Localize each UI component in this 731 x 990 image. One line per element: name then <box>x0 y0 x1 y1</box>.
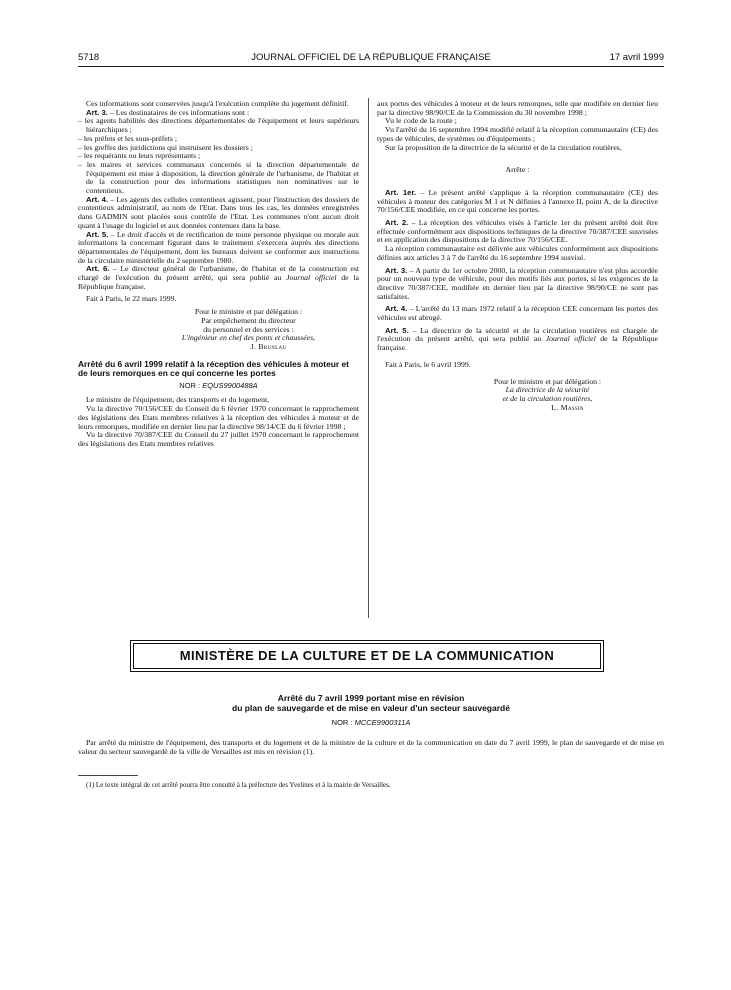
decree-paragraph: Le ministre de l'équipement, des transports et du logement, <box>86 395 270 405</box>
article-5-label: Art. 5. <box>385 325 409 335</box>
signature-block <box>437 378 658 413</box>
article-2-text: – La réception des véhicules visés à l'article 1er du présent arrêté doit être effectuée conformément aux dispositions techniques de la directive 70/387/CEE susvisées et en application des dispositions de la directive 70/156/CEE. <box>377 218 658 245</box>
article-4-label: Art. 4. <box>385 304 408 314</box>
done-at: Fait à Paris, le 22 mars 1999. <box>86 294 177 304</box>
bottom-title-line: Arrêté du 7 avril 1999 portant mise en révision <box>277 693 465 703</box>
article-2 <box>377 219 658 245</box>
article-5 <box>377 327 658 353</box>
article-2-label: Art. 2. <box>385 218 409 228</box>
visa-paragraph: Sur la proposition de la directrice de la sécurité et de la circulation routières, <box>385 142 622 152</box>
article-3-text: – Les destinataires de ces informations sont : <box>107 107 250 117</box>
article-5-text: – La directrice de la sécurité et de la circulation routières est chargée de l'exécution du présent arrêté, qui sera publié au <box>377 325 658 344</box>
bottom-decree-title <box>78 693 664 713</box>
nor-code: EQUS9900488A <box>202 380 258 390</box>
article-6-end: de la République française. <box>78 273 359 291</box>
ministry-title: MINISTÈRE DE LA CULTURE ET DE LA COMMUNICATION <box>179 648 555 663</box>
signature-line: Pour le ministre et par délégation : <box>194 307 303 317</box>
article-3 <box>377 267 658 302</box>
list-item: – les greffes des juridictions qui instruisent les dossiers ; <box>78 142 253 152</box>
decree-paragraph: Vu la directive 70/156/CEE du Conseil du 6 février 1970 concernant le rapprochement des législations des Etats membres relatives à la réception des véhicules à moteur et de leurs remorques, modifiée en dernier lieu par la directive 98/14/CE du 6 février 1998 ; <box>78 404 359 431</box>
nor-code: MCCE9900311A <box>354 718 411 727</box>
article-3-text: – A partir du 1er octobre 2000, la réception communautaire n'est plus accordée pour un nouveau type de véhicule, pour des motifs liés aux portes, si les exigences de la directive 70/387/CEE, modifiée en dernier lieu par la directive 98/90/CE ne sont pas satisfaites. <box>377 265 658 301</box>
bottom-nor-reference <box>78 718 664 727</box>
visa-paragraph: Vu le code de la route ; <box>385 116 457 126</box>
journal-title: JOURNAL OFFICIEL DE LA RÉPUBLIQUE FRANÇAISE <box>251 52 491 63</box>
footnote-rule <box>78 775 138 776</box>
article-3-label: Art. 3. <box>86 107 108 117</box>
article-6-label: Art. 6. <box>86 264 110 274</box>
signature-line: L'ingénieur en chef des ponts et chaussées, <box>181 333 316 343</box>
signature-block <box>138 308 359 352</box>
page-header <box>78 52 664 66</box>
journal-officiel-ref: Journal officiel <box>286 273 337 283</box>
article-4-text: – L'arrêté du 13 mars 1972 relatif à la réception CEE concernant les portes des véhicules est abrogé. <box>377 304 658 323</box>
done-at: Fait à Paris, le 6 avril 1999. <box>385 359 471 369</box>
signatory-name: L. Massin <box>551 402 584 412</box>
intro-paragraph: Ces informations sont conservées jusqu'à l'exécution complète du jugement définitif. <box>86 99 349 108</box>
article-4-text: – Les agents des cellules contentieux agissent, pour l'instruction des dossiers de contentieux administratif, au nom de l'Etat. Dans tous les cas, les données enregistrées dans GADMIN sont placées sous contrôle de l'Etat. Les communes n'ont aucun droit quant à l'usage du logiciel et aux données contenues dans la base. <box>78 194 360 230</box>
right-column <box>377 100 658 412</box>
signature-line: Par empêchement du directeur <box>201 315 296 325</box>
visa-paragraph: Vu l'arrêté du 16 septembre 1994 modifié relatif à la réception communautaire (CE) des types de véhicules, de systèmes ou d'équipements ; <box>377 125 658 143</box>
article-4 <box>377 305 658 322</box>
arrete-heading: Arrête : <box>505 165 530 175</box>
header-rule <box>78 66 664 67</box>
nor-label: NOR : <box>179 380 203 390</box>
article-6 <box>78 265 359 291</box>
article-3-label: Art. 3. <box>385 265 408 275</box>
article-1 <box>377 189 658 215</box>
signature-line: La directrice de la sécurité <box>505 385 590 395</box>
list-item: – les préfets et les sous-préfets ; <box>78 133 177 143</box>
left-column <box>78 100 359 449</box>
article-5-label: Art. 5. <box>86 229 109 239</box>
article-4-label: Art. 4. <box>86 194 109 204</box>
footnote: (1) Le texte intégral de cet arrêté pourra être consulté à la préfecture des Yvelines et à la mairie de Versailles. <box>86 781 391 789</box>
article-5 <box>78 231 359 266</box>
signature-line: du personnel et des services : <box>203 324 294 334</box>
nor-reference <box>78 382 359 391</box>
decree-paragraph: Vu la directive 70/387/CEE du Conseil du 27 juillet 1970 concernant le rapprochement des législations des Etats membres relatives <box>78 430 359 448</box>
article-5-end: de la République française. <box>377 334 658 353</box>
issue-date: 17 avril 1999 <box>609 52 664 63</box>
decree-title: Arrêté du 6 avril 1999 relatif à la réception des véhicules à moteur et de leurs remorques en ce qui concerne les portes <box>78 358 349 379</box>
list-item: – les requérants ou leurs représentants ; <box>78 151 201 161</box>
signature-line: et de la circulation routières, <box>502 393 593 403</box>
list-item: – les agents habilités des directions départementales de l'équipement et leurs supérieurs hiérarchiques ; <box>78 116 359 135</box>
article-1-label: Art. 1er. <box>385 187 417 197</box>
article-1-text: – Le présent arrêté s'applique à la réception communautaire (CE) des véhicules à moteur des catégories M 1 et N définies à l'annexe II, point A, de la directive 70/156/CEE modifiée, en ce qui concerne les portes. <box>377 187 658 215</box>
ministry-banner <box>133 643 601 669</box>
article-5-text: – Le droit d'accès et de rectification de toute personne physique ou morale aux informations la concernant figurant dans le traitement s'exercera auprès des directions départementales de l'équipement, dont les bureaux doivent se conformer aux instructions de la circulaire ministérielle du 2 septembre 1980. <box>78 229 359 265</box>
article-6-text: – Le directeur général de l'urbanisme, de l'habitat et de la construction est chargé de l'exécution du présent arrêté, qui sera publié au <box>78 264 359 283</box>
bottom-title-line: du plan de sauvegarde et de mise en valeur d'un secteur sauvegardé <box>232 703 510 713</box>
nor-label: NOR : <box>331 718 355 727</box>
page-number: 5718 <box>78 52 100 63</box>
signatory-name: J. Brunlau <box>250 341 287 351</box>
list-item: – les maires et services communaux concernés si la direction départementale de l'équipement est mise à disposition, la direction générale de l'urbanisme, de l'habitat et de la construction pour des informations statistiques non nominatives sur le contentieux. <box>78 159 359 196</box>
column-divider <box>368 98 369 618</box>
article-4 <box>78 196 359 231</box>
continued-paragraph: aux portes des véhicules à moteur et de leurs remorques, telle que modifiée en dernier lieu par la directive 98/90/CE de la Commission du 30 novembre 1998 ; <box>377 99 658 117</box>
article-2-paragraph: La réception communautaire est délivrée aux véhicules conformément aux dispositions définies aux articles 3 à 7 de l'arrêté du 16 septembre 1994 susvisé. <box>377 244 658 262</box>
signature-line: Pour le ministre et par délégation : <box>493 376 602 386</box>
journal-officiel-ref: Journal officiel <box>545 334 596 344</box>
bottom-decree-body: Par arrêté du ministre de l'équipement, des transports et du logement et de la ministre de la culture et de la communication en date du 7 avril 1999, le plan de sauvegarde et de mise en valeur du secteur sauvegardé de la ville de Versailles est mis en révision (1). <box>78 738 664 756</box>
